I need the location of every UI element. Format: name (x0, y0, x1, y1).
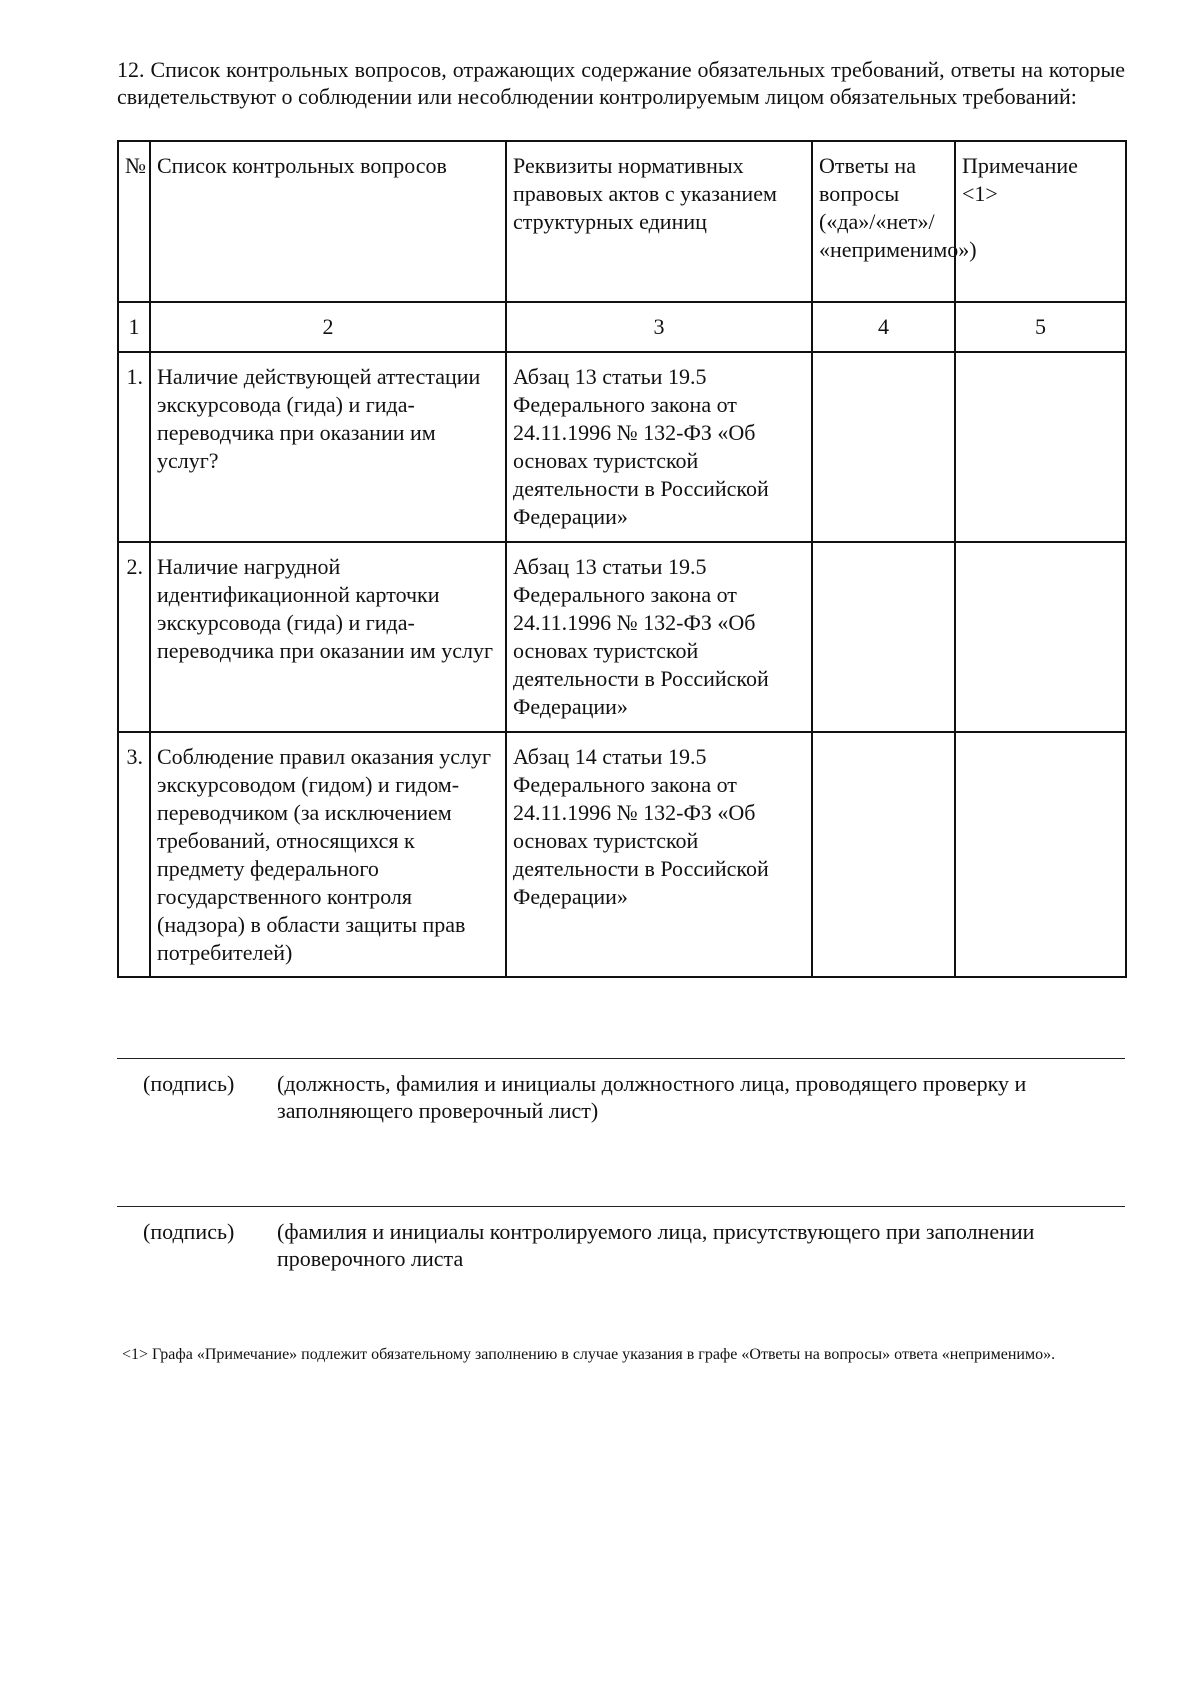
row-note-cell[interactable] (955, 732, 1126, 977)
table-row (118, 732, 1126, 977)
signature-description: (фамилия и инициалы контролируемого лица, присутствующего при заполнении проверочного листа (277, 1219, 1035, 1271)
section-intro: 12. Список контрольных вопросов, отражающих содержание обязательных требований, ответы на которые свидетельствуют о соблюдении или несоблюдении контролируемым лицом обязательных требований: (117, 57, 1125, 109)
column-number-row (118, 302, 1126, 352)
checklist-table (117, 140, 1127, 978)
column-number: 5 (955, 302, 1126, 352)
header-requisites: Реквизиты нормативных правовых актов с указанием структурных единиц (506, 141, 812, 302)
table-row (118, 542, 1126, 732)
row-answer-cell[interactable] (812, 352, 955, 542)
signature-line-inspector (117, 1058, 1125, 1059)
row-answer-cell[interactable] (812, 542, 955, 732)
signature-label: (подпись) (143, 1071, 235, 1096)
row-question: Наличие нагрудной идентификационной карточки экскурсовода (гида) и гида-переводчика при оказании им услуг (150, 542, 506, 732)
row-number: 1. (118, 352, 150, 542)
table-row (118, 352, 1126, 542)
row-note-cell[interactable] (955, 542, 1126, 732)
row-answer-cell[interactable] (812, 732, 955, 977)
header-number: № (118, 141, 150, 302)
signature-description: (должность, фамилия и инициалы должностного лица, проводящего проверку и заполняющего проверочный лист) (277, 1071, 1027, 1123)
row-number: 3. (118, 732, 150, 977)
column-number: 1 (118, 302, 150, 352)
row-requisite: Абзац 14 статьи 19.5 Федерального закона от 24.11.1996 № 132-ФЗ «Об основах туристской деятельности в Российской Федерации» (506, 732, 812, 977)
header-note: Примечание <1> (955, 141, 1126, 302)
table-header-row (118, 141, 1126, 302)
footnote: <1> Графа «Примечание» подлежит обязательному заполнению в случае указания в графе «Ответы на вопросы» ответа «неприменимо». (122, 1346, 1056, 1363)
row-question: Наличие действующей аттестации экскурсовода (гида) и гида-переводчика при оказании им услуг? (150, 352, 506, 542)
signature-label: (подпись) (143, 1219, 235, 1244)
header-questions: Список контрольных вопросов (150, 141, 506, 302)
column-number: 3 (506, 302, 812, 352)
column-number: 4 (812, 302, 955, 352)
row-question: Соблюдение правил оказания услуг экскурсоводом (гидом) и гидом-переводчиком (за исключением требований, относящихся к предмету федерального государственного контроля (надзора) в области защиты прав потребителей) (150, 732, 506, 977)
row-requisite: Абзац 13 статьи 19.5 Федерального закона от 24.11.1996 № 132-ФЗ «Об основах туристской деятельности в Российской Федерации» (506, 542, 812, 732)
header-answers: Ответы на вопросы («да»/«нет»/ «неприменимо») (812, 141, 955, 302)
row-requisite: Абзац 13 статьи 19.5 Федерального закона от 24.11.1996 № 132-ФЗ «Об основах туристской деятельности в Российской Федерации» (506, 352, 812, 542)
column-number: 2 (150, 302, 506, 352)
row-note-cell[interactable] (955, 352, 1126, 542)
row-number: 2. (118, 542, 150, 732)
signature-line-controlled-person (117, 1206, 1125, 1207)
